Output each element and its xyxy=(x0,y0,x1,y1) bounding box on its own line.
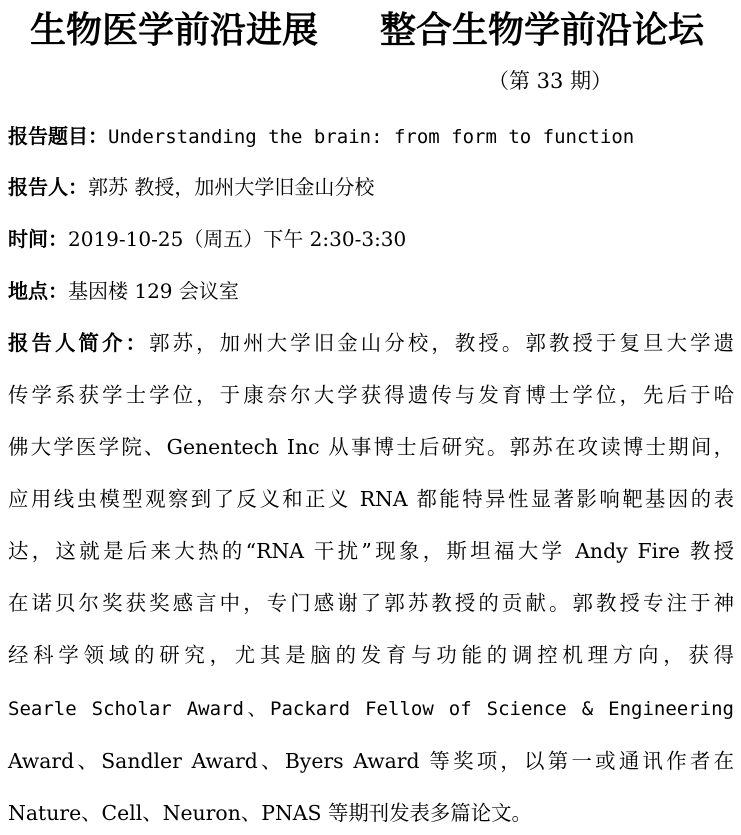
issue-number: （第 33 期） xyxy=(488,69,613,93)
topic-label: 报告题目： xyxy=(8,124,108,148)
location-label: 地点： xyxy=(8,279,68,303)
bio-line: 达，这就是后来大热的“RNA 干扰”现象，斯坦福大学 Andy Fire 教授 xyxy=(8,539,734,563)
bio-line: 传学系获学士学位，于康奈尔大学获得遗传与发育博士学位，先后于哈 xyxy=(8,383,734,407)
time-value: 2019-10-25（周五）下午 2:30-3:30 xyxy=(68,227,407,251)
speaker-label: 报告人： xyxy=(8,175,88,199)
forum-title: 整合生物学前沿论坛 xyxy=(380,10,705,51)
page-title xyxy=(0,6,741,56)
location-row xyxy=(8,276,239,306)
bio-line: 经科学领域的研究，尤其是脑的发育与功能的调控机理方向，获得 xyxy=(8,643,734,667)
bio-line: Award、Sandler Award、Byers Award 等奖项，以第一或通讯作者在 xyxy=(8,749,734,773)
speaker-row xyxy=(8,172,374,202)
series-title: 生物医学前沿进展 xyxy=(30,10,319,51)
time-row xyxy=(8,224,406,254)
topic-value: Understanding the brain: from form to function xyxy=(108,126,635,148)
bio-line: Nature、Cell、Neuron、PNAS 等期刊发表多篇论文。 xyxy=(8,801,532,825)
topic-row xyxy=(8,121,634,152)
speaker-value: 郭苏 教授，加州大学旧金山分校 xyxy=(88,175,375,199)
bio-text: 郭苏，加州大学旧金山分校，教授。郭教授于复旦大学遗 xyxy=(149,331,735,355)
location-value: 基因楼 129 会议室 xyxy=(68,279,239,303)
bio-line xyxy=(8,328,734,358)
bio-line: 在诺贝尔奖获奖感言中，专门感谢了郭苏教授的贡献。郭教授专注于神 xyxy=(8,591,734,615)
bio-line: Searle Scholar Award、Packard Fellow of Science & Engineering xyxy=(8,698,734,720)
bio-label: 报告人简介： xyxy=(8,331,150,355)
bio-line: 佛大学医学院、Genentech Inc 从事博士后研究。郭苏在攻读博士期间， xyxy=(8,435,734,459)
bio-line: 应用线虫模型观察到了反义和正义 RNA 都能特异性显著影响靶基因的表 xyxy=(8,487,734,511)
time-label: 时间： xyxy=(8,227,68,251)
